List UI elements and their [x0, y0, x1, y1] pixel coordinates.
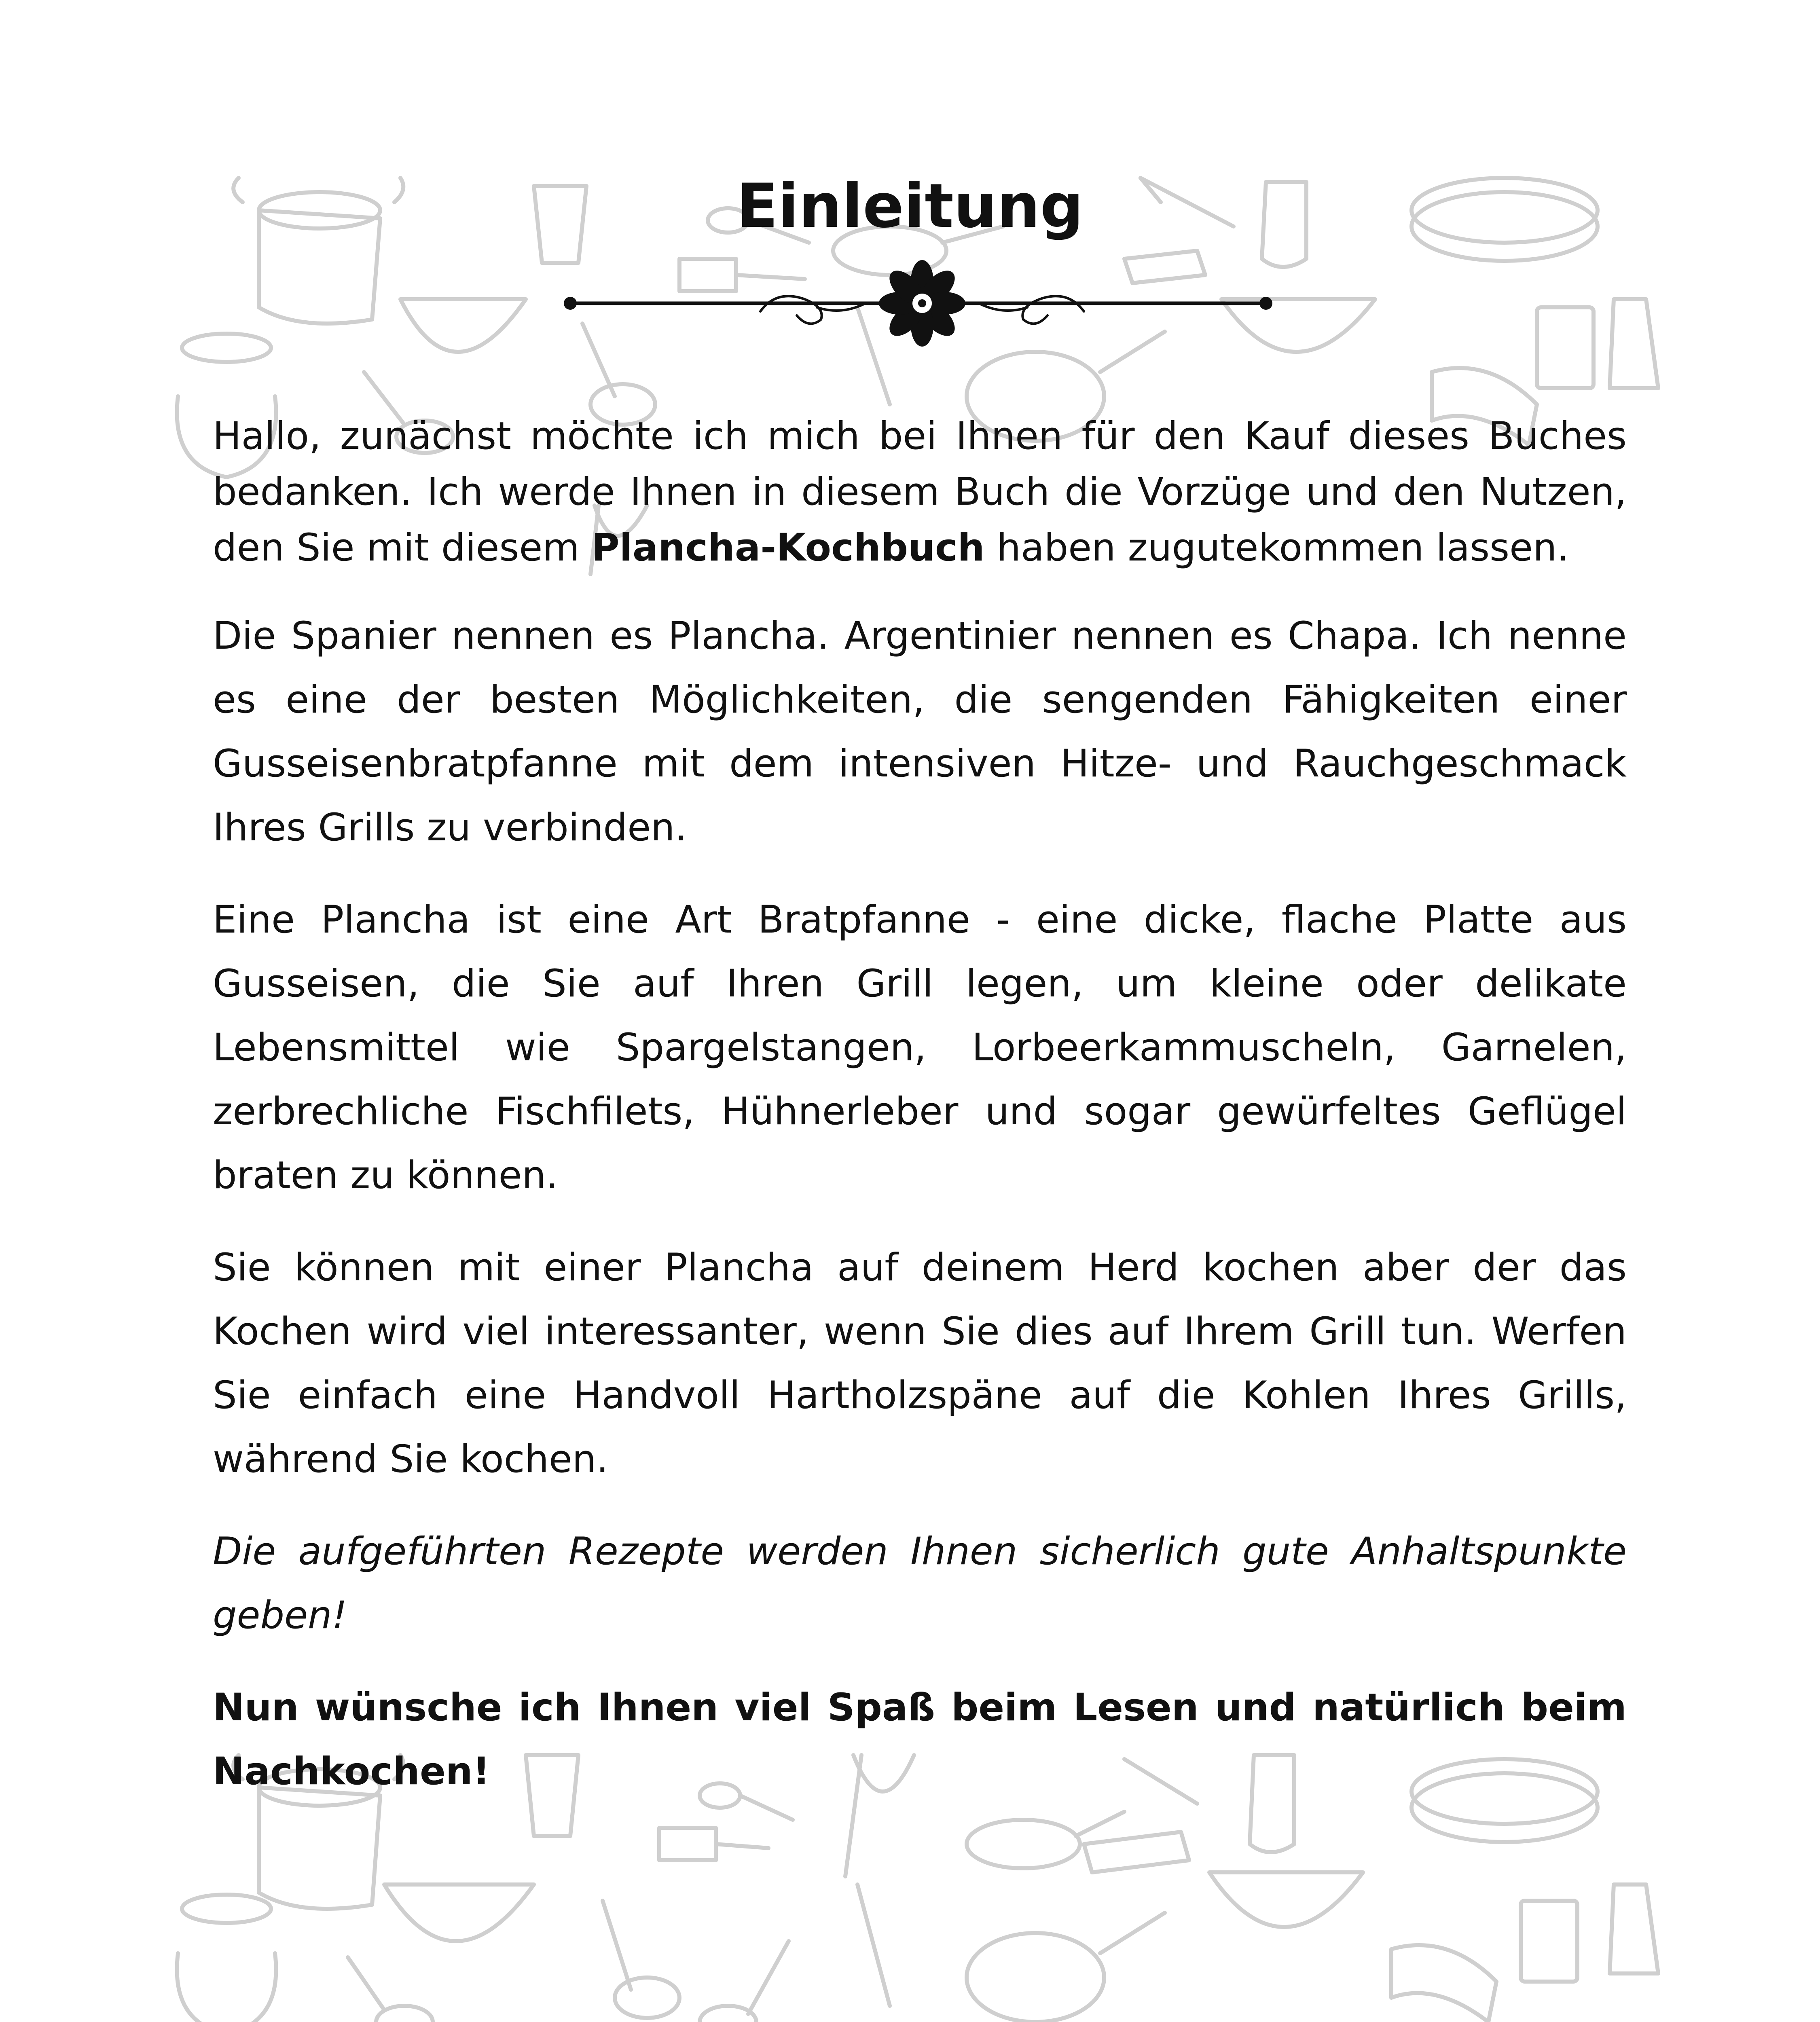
lidded-pot-bottom-icon — [177, 1895, 276, 2022]
paragraph-plancha-definition: Eine Plancha ist eine Art Bratpfanne - eine dicke, flache Platte aus Gusseisen, die Sie auf Ihren Grill legen, um kleine oder delikate Lebensmittel wie Spargelstangen, Lorbeerkammuscheln, Garnelen, zerbrechliche Fischfilets, Hühnerleber und sogar gewürfeltes Geflügel braten zu können. — [213, 898, 1627, 1197]
paragraph-grill-cooking: Sie können mit einer Plancha auf deinem Herd kochen aber der das Kochen wird viel interessanter, wenn Sie dies auf Ihrem Grill tun. Werfen Sie einfach eine Handvoll Hartholzspäne auf die Kohlen Ihres Grills, während Sie kochen. — [213, 1246, 1627, 1481]
spoon-bottom2-icon — [700, 1941, 789, 2022]
bowl-icon — [400, 299, 526, 352]
flower-icon — [879, 260, 965, 347]
paragraph-intro-start: Hallo, zunächst möchte ich mich bei Ihnen für den Kauf dieses Buches bedanken. Ich werde Ihnen in diesem Buch die Vorzüge und den Nutzen, den Sie mit diesem — [213, 414, 1627, 570]
bowl-bottom-icon — [384, 1885, 534, 1941]
paragraph-intro — [213, 408, 1627, 576]
colander-bottom-icon — [967, 1913, 1165, 2022]
ornament-divider — [558, 251, 1286, 364]
paragraph-plancha-names: Die Spanier nennen es Plancha. Argentinier nennen es Chapa. Ich nenne es eine der besten Möglichkeiten, die sengenden Fähigkeiten einer Gusseisenbratpfanne mit dem intensiven Hitze- und Rauchgeschmack Ihres Grills zu verbinden. — [213, 614, 1627, 850]
body-text — [213, 408, 1627, 1832]
cutting-board-bottom-icon — [1084, 1832, 1189, 1872]
towel-bottom-icon — [1391, 1945, 1496, 2022]
bowl-right-bottom-icon — [1209, 1872, 1363, 1927]
grater-bottom-icon — [1610, 1885, 1658, 1973]
grater-icon — [1610, 299, 1658, 388]
ladle-bottom-icon — [603, 1901, 679, 2018]
paragraph-closing-wish: Nun wünsche ich Ihnen viel Spaß beim Lesen und natürlich beim Nachkochen! — [213, 1686, 1627, 1794]
rolling-pin-bottom-icon — [857, 1885, 890, 2006]
calculator-bottom-icon — [1521, 1901, 1577, 1982]
page-title: Einleitung — [736, 171, 1084, 241]
paragraph-recipes-note: Die aufgeführten Rezepte werden Ihnen sicherlich gute Anhaltspunkte geben! — [213, 1529, 1627, 1637]
paragraph-intro-end: haben zugutekommen lassen. — [984, 526, 1569, 570]
book-title-bold: Plancha-Kochbuch — [591, 526, 985, 570]
cleaver-bottom-icon — [659, 1828, 768, 1860]
slotted-spoon-bottom-icon — [348, 1957, 433, 2022]
calculator-icon — [1537, 307, 1594, 388]
